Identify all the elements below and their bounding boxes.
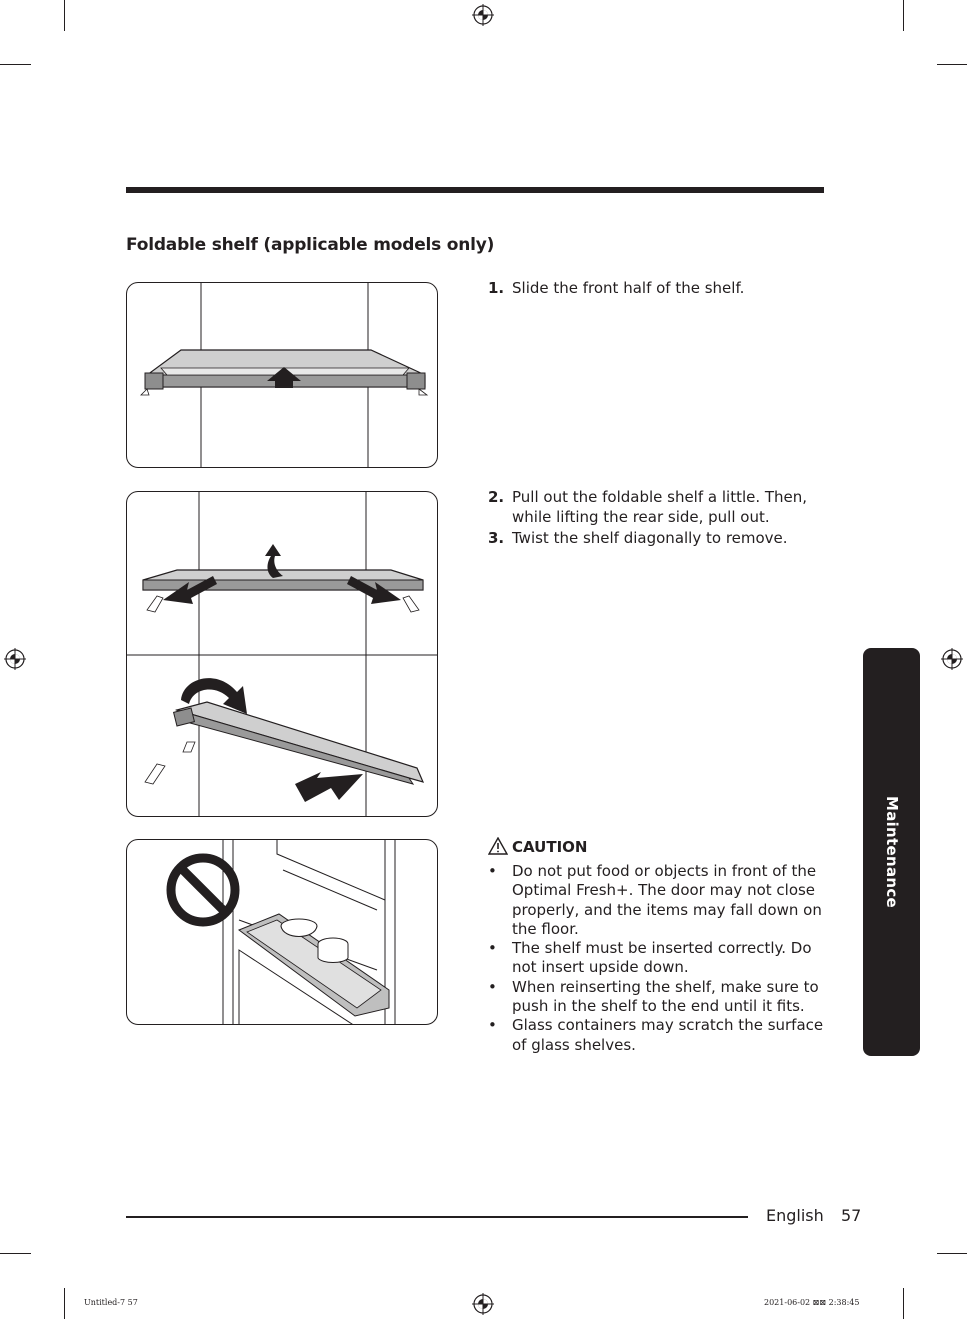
crop-mark [937, 1253, 967, 1254]
step-text: Slide the front half of the shelf. [512, 279, 745, 297]
section-heading: Foldable shelf (applicable models only) [126, 235, 495, 255]
footer-language: English [766, 1206, 824, 1225]
shelf-illustration [127, 283, 438, 468]
footer-rule [126, 1216, 748, 1218]
figure-prohibited [126, 839, 438, 1025]
registration-mark-icon [941, 648, 963, 670]
figure-pull-twist [126, 491, 438, 817]
crop-mark [64, 0, 65, 31]
caution-list [488, 862, 828, 1055]
step-number: 3. [488, 529, 505, 547]
section-rule [126, 187, 824, 193]
fridge-interior-illustration [127, 840, 438, 1025]
step-3 [488, 529, 828, 549]
registration-mark-icon [472, 1293, 494, 1315]
caution-item: • Do not put food or objects in front of the Optimal Fresh+. The door may not close properly, and the items may fall down on the floor. [488, 862, 828, 939]
crop-mark [0, 1253, 31, 1254]
caution-item: • The shelf must be inserted correctly. Do not insert upside down. [488, 939, 828, 978]
step-text: Twist the shelf diagonally to remove. [512, 529, 788, 547]
figure-slide-shelf [126, 282, 438, 468]
step-number: 2. [488, 488, 505, 506]
step-text: Pull out the foldable shelf a little. Then, while lifting the rear side, pull out. [512, 488, 808, 526]
crop-mark [0, 64, 31, 65]
shelf-removal-illustration [127, 492, 438, 817]
step-2 [488, 488, 828, 527]
section-side-tab [863, 648, 920, 1056]
down-arrow-icon [295, 772, 363, 802]
crop-mark [903, 1288, 904, 1319]
crop-mark [903, 0, 904, 31]
crop-mark [937, 64, 967, 65]
page-number: 57 [841, 1206, 862, 1225]
print-slug-file: Untitled-7 57 [84, 1298, 138, 1307]
warning-triangle-icon [488, 837, 508, 855]
caution-item: • Glass containers may scratch the surface of glass shelves. [488, 1016, 828, 1055]
caution-label: CAUTION [512, 838, 588, 856]
print-slug-date: 2021-06-02 ⊠⊠ 2:38:45 [764, 1298, 860, 1307]
caution-item: • When reinserting the shelf, make sure to push in the shelf to the end until it fits. [488, 978, 828, 1017]
crop-mark [64, 1288, 65, 1319]
step-1 [488, 279, 828, 299]
side-tab-label: Maintenance [882, 795, 901, 909]
step-number: 1. [488, 279, 505, 297]
registration-mark-icon [472, 4, 494, 26]
caution-heading [488, 837, 587, 856]
registration-mark-icon [4, 648, 26, 670]
